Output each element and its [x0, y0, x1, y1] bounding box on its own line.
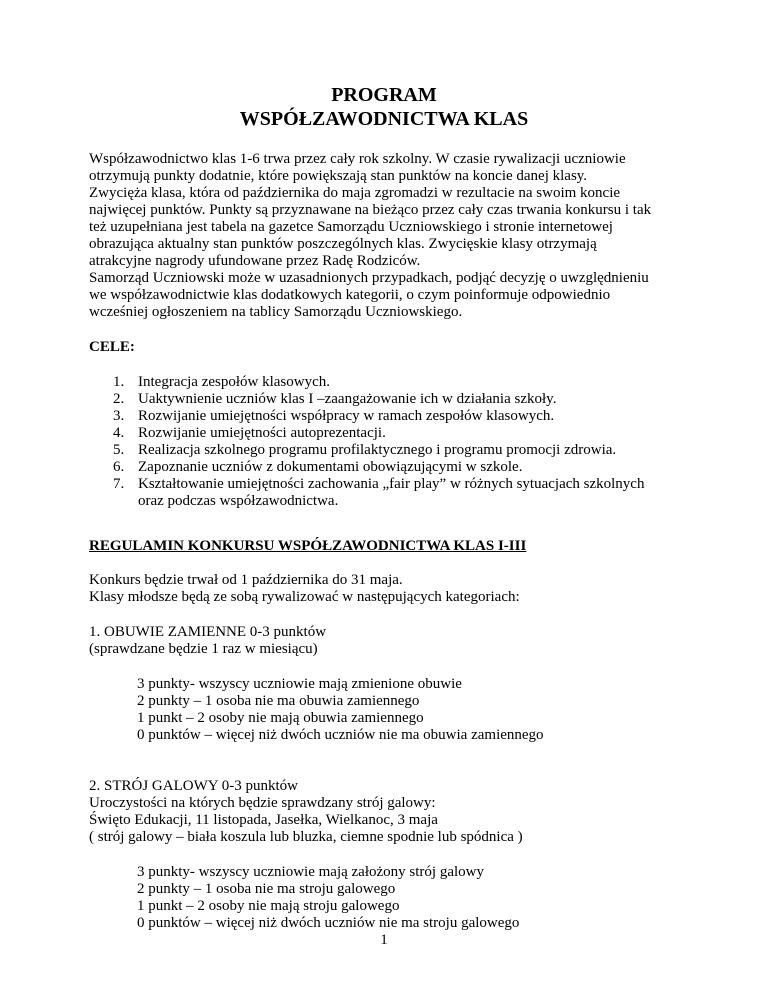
score-line: 3 punkty- wszyscy uczniowie mają zmienione obuwie	[137, 676, 462, 692]
goal-number: 3.	[113, 408, 125, 424]
goal-text: Integracja zespołów klasowych.	[138, 374, 331, 390]
goal-text: Rozwijanie umiejętności autoprezentacji.	[138, 425, 386, 441]
document-title-line1: PROGRAM	[331, 84, 437, 106]
goal-text: Uaktywnienie uczniów klas I –zaangażowanie ich w działania szkoły.	[138, 391, 557, 407]
goal-number: 2.	[113, 391, 125, 407]
goal-number: 7.	[113, 476, 125, 492]
score-line: 2 punkty – 1 osoba nie ma obuwia zamiennego	[137, 693, 420, 709]
goal-text: Realizacja szkolnego programu profilaktycznego i programu promocji zdrowia.	[138, 442, 617, 458]
goal-number: 5.	[113, 442, 125, 458]
category-title: 1. OBUWIE ZAMIENNE 0-3 punktów	[89, 624, 327, 640]
intro-line: też uzupełniana jest tabela na gazetce Samorządu Uczniowskiego i stronie internetowej	[89, 219, 613, 235]
rules-heading: REGULAMIN KONKURSU WSPÓŁZAWODNICTWA KLAS I-III	[89, 538, 527, 554]
intro-line: najwięcej punktów. Punkty są przyznawane na bieżąco przez cały czas trwania konkursu i tak	[89, 202, 652, 218]
rules-intro-line: Klasy młodsze będą ze sobą rywalizować w następujących kategoriach:	[89, 589, 520, 605]
goals-heading: CELE:	[89, 339, 135, 355]
goal-text: Rozwijanie umiejętności współpracy w ramach zespołów klasowych.	[138, 408, 555, 424]
goal-text: Kształtowanie umiejętności zachowania „fair play” w różnych sytuacjach szkolnych	[138, 476, 645, 492]
rules-intro-line: Konkurs będzie trwał od 1 października do 31 maja.	[89, 572, 403, 588]
category-note: (sprawdzane będzie 1 raz w miesiącu)	[89, 641, 318, 657]
intro-line: Zwycięża klasa, która od października do maja zgromadzi w rezultacie na swoim koncie	[89, 185, 621, 201]
goal-number: 4.	[113, 425, 125, 441]
score-line: 3 punkty- wszyscy uczniowie mają założony strój galowy	[137, 864, 484, 880]
score-line: 2 punkty – 1 osoba nie ma stroju galowego	[137, 881, 396, 897]
intro-line: Samorząd Uczniowski może w uzasadnionych przypadkach, podjąć decyzję o uwzględnieniu	[89, 270, 649, 286]
score-line: 1 punkt – 2 osoby nie mają obuwia zamiennego	[137, 710, 424, 726]
score-line: 0 punktów – więcej niż dwóch uczniów nie ma obuwia zamiennego	[137, 727, 544, 743]
goal-text: Zapoznanie uczniów z dokumentami obowiązującymi w szkole.	[138, 459, 523, 475]
goal-number: 6.	[113, 459, 125, 475]
intro-line: Współzawodnictwo klas 1-6 trwa przez cały rok szkolny. W czasie rywalizacji uczniowie	[89, 151, 626, 167]
score-line: 1 punkt – 2 osoby nie mają stroju galowego	[137, 898, 400, 914]
page-number: 1	[380, 932, 388, 948]
category-detail: Święto Edukacji, 11 listopada, Jasełka, Wielkanoc, 3 maja	[89, 812, 438, 828]
intro-line: otrzymują punkty dodatnie, które powiększają stan punktów na koncie danej klasy.	[89, 168, 588, 184]
document-title-line2: WSPÓŁZAWODNICTWA KLAS	[239, 108, 529, 130]
intro-line: we współzawodnictwie klas dodatkowych kategorii, o czym poinformuje odpowiednio	[89, 287, 611, 303]
goal-number: 1.	[113, 374, 125, 390]
category-title: 2. STRÓJ GALOWY 0-3 punktów	[89, 778, 299, 794]
intro-line: obrazująca aktualny stan punktów poszczególnych klas. Zwycięskie klasy otrzymają	[89, 236, 597, 252]
score-line: 0 punktów – więcej niż dwóch uczniów nie ma stroju galowego	[137, 915, 520, 931]
intro-line: wcześniej ogłoszeniem na tablicy Samorządu Uczniowskiego.	[89, 304, 463, 320]
category-detail: ( strój galowy – biała koszula lub bluzka, ciemne spodnie lub spódnica )	[89, 829, 523, 845]
goal-text-continued: oraz podczas współzawodnictwa.	[138, 493, 339, 509]
category-detail: Uroczystości na których będzie sprawdzany strój galowy:	[89, 795, 436, 811]
intro-line: atrakcyjne nagrody ufundowane przez Radę Rodziców.	[89, 253, 421, 269]
